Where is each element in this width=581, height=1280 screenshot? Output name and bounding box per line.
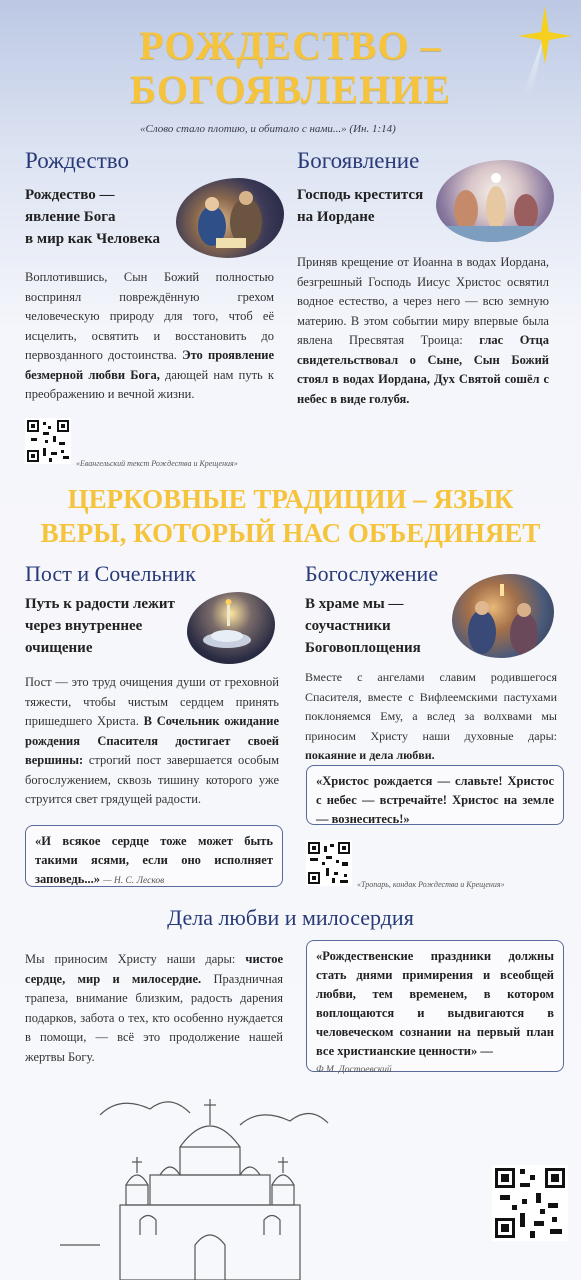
- epiphany-text: Приняв крещение от Иоанна в водах Иордана, безгрешный Господь Иисус Христос освятил водное естество, а через него — всю земную материю. В этом событии миру впервые была явлена Пресвятая Троица: глас Отца свидетельствовал о Сыне, Сын Божий стоял в водах Иордана, Дух Святой сошёл с небес в виде голубя.: [297, 255, 550, 406]
- qr-code-troparion[interactable]: [306, 840, 352, 886]
- page-title-line1: РОЖДЕСТВО –: [139, 23, 442, 68]
- nativity-subtitle: Рождество — явление Бога в мир как Человека: [25, 187, 160, 247]
- fast-text: Пост — это труд очищения души от греховной тяжести, чтобы чистым сердцем принять пришедшего Христа. В Сочельник ожидание рождения Спасителя достигает своей вершины: строгий пост завершается особым богослужением, сквозь тишину которого уже струится свет грядущей радости.: [25, 675, 280, 806]
- nativity-image: [176, 178, 284, 258]
- epiphany-heading: Богоявление: [297, 148, 420, 173]
- charity-quote: «Рождественские праздники должны стать днями примирения и всеобщей любви, тем временем, в котором воплощаются и выдвигаются в человеческом сознании на первый план все христианские ценности» — Ф.М. Достоевский: [306, 940, 564, 1072]
- service-subtitle: В храме мы — соучастники Боговоплощения: [305, 596, 421, 656]
- service-heading: Богослужение: [305, 561, 439, 586]
- church-illustration: [60, 1085, 370, 1280]
- charity-heading: Дела любви и милосердия: [167, 905, 414, 930]
- nativity-heading: Рождество: [25, 148, 129, 173]
- traditions-title-line1: ЦЕРКОВНЫЕ ТРАДИЦИИ – ЯЗЫК: [67, 484, 514, 514]
- fast-image: [187, 592, 275, 664]
- qr1-caption: «Евангельский текст Рождества и Крещения»: [76, 459, 238, 468]
- fast-quote: «И всякое сердце тоже может быть такими ясями, если оно исполняет заповедь...» — Н. С. Лесков: [25, 825, 283, 887]
- qr2-caption: «Тропарь, кондак Рождества и Крещения»: [357, 880, 505, 889]
- qr-code-gospel[interactable]: [25, 418, 71, 464]
- epigraph: «Слово стало плотию, и обитало с нами...» (Ин. 1:14): [140, 123, 396, 135]
- traditions-title-line2: ВЕРЫ, КОТОРЫЙ НАС ОБЪЕДИНЯЕТ: [40, 518, 541, 548]
- fast-heading: Пост и Сочельник: [25, 561, 196, 586]
- charity-text: Мы приносим Христу наши дары: чистое сердце, мир и милосердие. Праздничная трапеза, внимание близким, радость дарения подарков, забота о тех, кто особенно нуждается в помощи, — всё это продолжение нашей жертвы Богу.: [25, 952, 283, 1064]
- page-title-line2: БОГОЯВЛЕНИЕ: [129, 67, 452, 112]
- fast-subtitle: Путь к радости лежит через внутреннее очищение: [25, 596, 175, 656]
- service-quote: «Христос рождается — славьте! Христос с небес — встречайте! Христос на земле — вознеситесь!»: [306, 765, 564, 825]
- service-text: Вместе с ангелами славим родившегося Спасителя, вместе с Вифлеемскими пастухами поклоняемся Ему, а вслед за волхвами мы приносим Христу наши духовные дары: покаяние и дела любви.: [305, 670, 557, 762]
- qr-code-main[interactable]: [492, 1165, 568, 1241]
- epiphany-image: [436, 160, 554, 242]
- service-image: [452, 574, 554, 658]
- epiphany-subtitle: Господь крестится на Иордане: [297, 187, 424, 225]
- nativity-text: Воплотившись, Сын Божий полностью воспринял повреждённую грехом человеческую природу для того, чтоб её исцелить, освятить и восстановить до первозданного достоинства. Это проявление безмерной любви Бога, дающей нам путь к преображению и вечной жизни.: [25, 270, 275, 401]
